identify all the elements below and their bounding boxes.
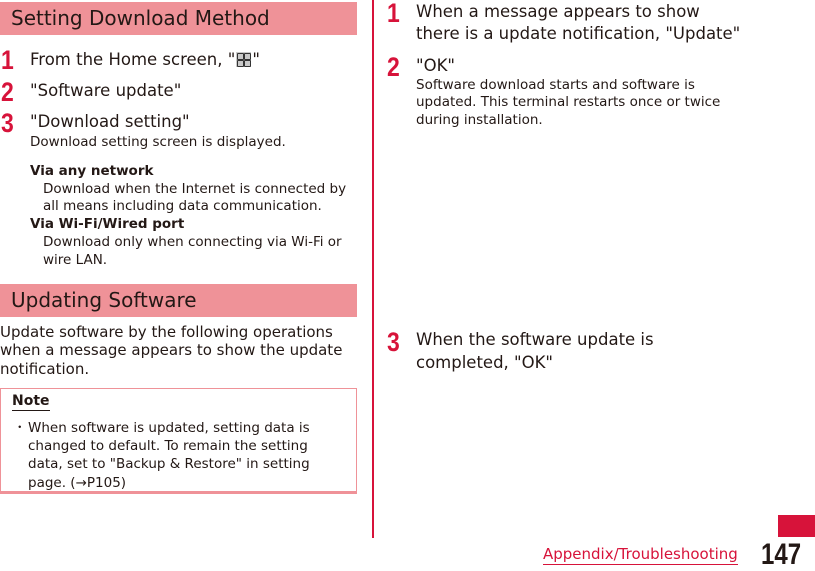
note-line: page. (→P105)	[28, 474, 127, 491]
option-description: Download when the Internet is connected by	[43, 181, 347, 197]
option-term: Via Wi-Fi/Wired port	[30, 216, 185, 232]
step-number: 2	[387, 52, 400, 82]
step-description: Download setting screen is displayed.	[30, 134, 286, 150]
step-text-part: From the Home screen, "	[30, 50, 236, 69]
section-heading-updating-software: Updating Software	[0, 284, 357, 317]
step-text: "OK"	[416, 56, 455, 75]
column-divider	[372, 0, 374, 538]
step-number: 1	[1, 45, 14, 75]
note-text	[28, 419, 348, 492]
note-line: changed to default. To remain the setting	[28, 438, 308, 455]
step-text: "Software update"	[30, 81, 182, 100]
intro-text: notification.	[0, 360, 90, 378]
step-text: completed, "OK"	[416, 353, 554, 372]
note-line: data, set to "Backup & Restore" in setting	[28, 456, 310, 473]
step-description: updated. This terminal restarts once or twice	[416, 94, 721, 110]
page-number: 147	[761, 538, 802, 571]
step-description: during installation.	[416, 112, 543, 128]
note-box	[0, 388, 357, 494]
step-number: 3	[1, 108, 14, 138]
option-term: Via any network	[30, 163, 154, 179]
note-line: When software is updated, setting data is	[28, 420, 310, 436]
chapter-link[interactable]: Appendix/Troubleshooting	[543, 545, 738, 563]
section-heading-download-method: Setting Download Method	[0, 2, 357, 35]
apps-grid-icon	[236, 52, 251, 67]
step-text: When the software update is	[416, 330, 654, 349]
option-description: all means including data communication.	[43, 198, 322, 214]
step-text: When a message appears to show	[416, 2, 700, 21]
step-number: 3	[387, 327, 400, 357]
step-text-part: "	[252, 50, 260, 69]
step-number: 1	[387, 0, 400, 28]
note-label: Note	[12, 393, 50, 409]
step-number: 2	[1, 77, 14, 107]
bullet: ・	[13, 420, 27, 436]
intro-text: Update software by the following operations	[0, 323, 333, 341]
intro-text: when a message appears to show the update	[0, 341, 343, 359]
option-description: wire LAN.	[43, 252, 108, 268]
option-description: Download only when connecting via Wi-Fi or	[43, 234, 342, 250]
step-description: Software download starts and software is	[416, 77, 695, 93]
chapter-tab-marker	[778, 515, 815, 537]
step-text	[30, 48, 260, 71]
step-text: "Download setting"	[30, 112, 190, 131]
step-text: there is a update notification, "Update"	[416, 24, 741, 43]
